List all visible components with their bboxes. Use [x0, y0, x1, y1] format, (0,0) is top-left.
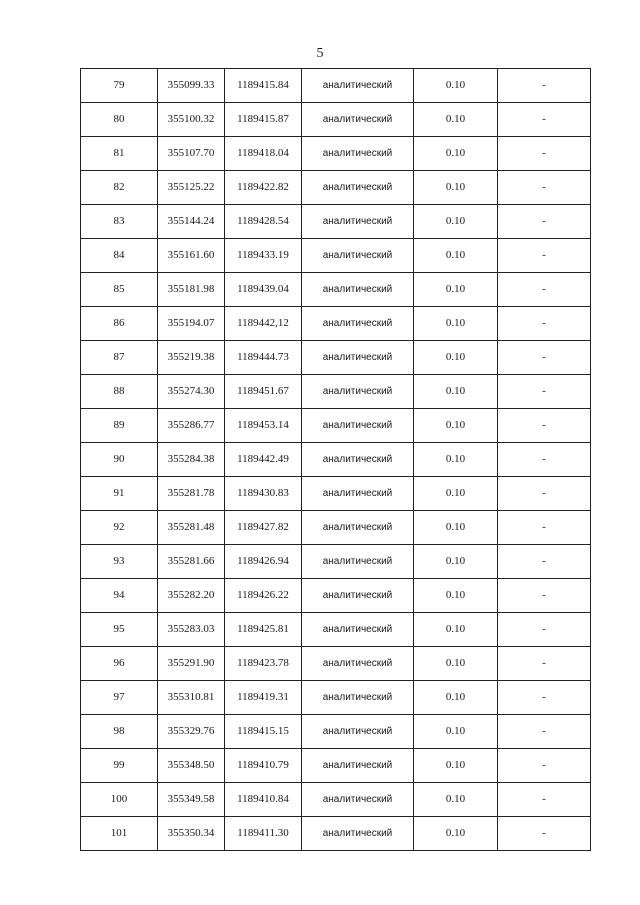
table-row — [81, 647, 591, 681]
point-number-cell: 88 — [81, 375, 158, 409]
y-coordinate-cell: 1189415.87 — [225, 103, 302, 137]
accuracy-cell: 0.10 — [414, 579, 498, 613]
x-coordinate-cell: 355286.77 — [158, 409, 225, 443]
x-coordinate-cell: 355181.98 — [158, 273, 225, 307]
y-coordinate-cell: 1189422.82 — [225, 171, 302, 205]
point-number-cell: 89 — [81, 409, 158, 443]
y-coordinate-cell: 1189444.73 — [225, 341, 302, 375]
method-cell: аналитический — [302, 205, 414, 239]
method-cell: аналитический — [302, 749, 414, 783]
accuracy-cell: 0.10 — [414, 137, 498, 171]
method-cell: аналитический — [302, 477, 414, 511]
table-row — [81, 511, 591, 545]
table-row — [81, 307, 591, 341]
note-cell: - — [498, 817, 591, 851]
point-number-cell: 82 — [81, 171, 158, 205]
table-row — [81, 171, 591, 205]
table-row — [81, 239, 591, 273]
x-coordinate-cell: 355284.38 — [158, 443, 225, 477]
table-row — [81, 749, 591, 783]
note-cell: - — [498, 749, 591, 783]
note-cell: - — [498, 443, 591, 477]
note-cell: - — [498, 783, 591, 817]
table-row — [81, 341, 591, 375]
accuracy-cell: 0.10 — [414, 205, 498, 239]
method-cell: аналитический — [302, 137, 414, 171]
x-coordinate-cell: 355194.07 — [158, 307, 225, 341]
x-coordinate-cell: 355100.32 — [158, 103, 225, 137]
table-row — [81, 681, 591, 715]
y-coordinate-cell: 1189428.54 — [225, 205, 302, 239]
method-cell: аналитический — [302, 545, 414, 579]
accuracy-cell: 0.10 — [414, 443, 498, 477]
method-cell: аналитический — [302, 341, 414, 375]
y-coordinate-cell: 1189442.49 — [225, 443, 302, 477]
point-number-cell: 92 — [81, 511, 158, 545]
y-coordinate-cell: 1189453.14 — [225, 409, 302, 443]
table-row — [81, 69, 591, 103]
x-coordinate-cell: 355281.66 — [158, 545, 225, 579]
note-cell: - — [498, 69, 591, 103]
x-coordinate-cell: 355310.81 — [158, 681, 225, 715]
accuracy-cell: 0.10 — [414, 681, 498, 715]
method-cell: аналитический — [302, 681, 414, 715]
table-row — [81, 103, 591, 137]
y-coordinate-cell: 1189433.19 — [225, 239, 302, 273]
table-row — [81, 273, 591, 307]
y-coordinate-cell: 1189430.83 — [225, 477, 302, 511]
x-coordinate-cell: 355350.34 — [158, 817, 225, 851]
point-number-cell: 91 — [81, 477, 158, 511]
y-coordinate-cell: 1189418.04 — [225, 137, 302, 171]
accuracy-cell: 0.10 — [414, 545, 498, 579]
coordinates-table-body — [81, 69, 591, 851]
accuracy-cell: 0.10 — [414, 477, 498, 511]
y-coordinate-cell: 1189410.84 — [225, 783, 302, 817]
method-cell: аналитический — [302, 511, 414, 545]
method-cell: аналитический — [302, 647, 414, 681]
point-number-cell: 95 — [81, 613, 158, 647]
y-coordinate-cell: 1189427.82 — [225, 511, 302, 545]
accuracy-cell: 0.10 — [414, 103, 498, 137]
point-number-cell: 94 — [81, 579, 158, 613]
x-coordinate-cell: 355281.48 — [158, 511, 225, 545]
note-cell: - — [498, 477, 591, 511]
point-number-cell: 93 — [81, 545, 158, 579]
x-coordinate-cell: 355283.03 — [158, 613, 225, 647]
accuracy-cell: 0.10 — [414, 715, 498, 749]
method-cell: аналитический — [302, 239, 414, 273]
note-cell: - — [498, 341, 591, 375]
table-row — [81, 613, 591, 647]
table-row — [81, 715, 591, 749]
accuracy-cell: 0.10 — [414, 817, 498, 851]
y-coordinate-cell: 1189423.78 — [225, 647, 302, 681]
accuracy-cell: 0.10 — [414, 341, 498, 375]
method-cell: аналитический — [302, 69, 414, 103]
method-cell: аналитический — [302, 375, 414, 409]
accuracy-cell: 0.10 — [414, 375, 498, 409]
note-cell: - — [498, 103, 591, 137]
x-coordinate-cell: 355107.70 — [158, 137, 225, 171]
note-cell: - — [498, 511, 591, 545]
y-coordinate-cell: 1189410.79 — [225, 749, 302, 783]
y-coordinate-cell: 1189411.30 — [225, 817, 302, 851]
table-row — [81, 409, 591, 443]
table-row — [81, 443, 591, 477]
method-cell: аналитический — [302, 817, 414, 851]
table-row — [81, 579, 591, 613]
note-cell: - — [498, 409, 591, 443]
point-number-cell: 97 — [81, 681, 158, 715]
x-coordinate-cell: 355125.22 — [158, 171, 225, 205]
accuracy-cell: 0.10 — [414, 171, 498, 205]
point-number-cell: 101 — [81, 817, 158, 851]
y-coordinate-cell: 1189426.94 — [225, 545, 302, 579]
point-number-cell: 98 — [81, 715, 158, 749]
method-cell: аналитический — [302, 273, 414, 307]
note-cell: - — [498, 681, 591, 715]
accuracy-cell: 0.10 — [414, 307, 498, 341]
point-number-cell: 99 — [81, 749, 158, 783]
point-number-cell: 90 — [81, 443, 158, 477]
note-cell: - — [498, 715, 591, 749]
point-number-cell: 96 — [81, 647, 158, 681]
accuracy-cell: 0.10 — [414, 783, 498, 817]
table-row — [81, 783, 591, 817]
x-coordinate-cell: 355282.20 — [158, 579, 225, 613]
note-cell: - — [498, 579, 591, 613]
note-cell: - — [498, 273, 591, 307]
accuracy-cell: 0.10 — [414, 613, 498, 647]
y-coordinate-cell: 1189425.81 — [225, 613, 302, 647]
accuracy-cell: 0.10 — [414, 273, 498, 307]
point-number-cell: 85 — [81, 273, 158, 307]
method-cell: аналитический — [302, 443, 414, 477]
x-coordinate-cell: 355281.78 — [158, 477, 225, 511]
note-cell: - — [498, 613, 591, 647]
point-number-cell: 80 — [81, 103, 158, 137]
method-cell: аналитический — [302, 409, 414, 443]
method-cell: аналитический — [302, 715, 414, 749]
y-coordinate-cell: 1189451.67 — [225, 375, 302, 409]
x-coordinate-cell: 355274.30 — [158, 375, 225, 409]
note-cell: - — [498, 239, 591, 273]
point-number-cell: 84 — [81, 239, 158, 273]
y-coordinate-cell: 1189419.31 — [225, 681, 302, 715]
x-coordinate-cell: 355329.76 — [158, 715, 225, 749]
note-cell: - — [498, 545, 591, 579]
y-coordinate-cell: 1189442,12 — [225, 307, 302, 341]
x-coordinate-cell: 355348.50 — [158, 749, 225, 783]
point-number-cell: 100 — [81, 783, 158, 817]
point-number-cell: 87 — [81, 341, 158, 375]
x-coordinate-cell: 355144.24 — [158, 205, 225, 239]
y-coordinate-cell: 1189415.15 — [225, 715, 302, 749]
y-coordinate-cell: 1189415.84 — [225, 69, 302, 103]
method-cell: аналитический — [302, 579, 414, 613]
table-row — [81, 137, 591, 171]
accuracy-cell: 0.10 — [414, 239, 498, 273]
table-row — [81, 545, 591, 579]
page-number: 5 — [316, 46, 324, 61]
note-cell: - — [498, 375, 591, 409]
x-coordinate-cell: 355219.38 — [158, 341, 225, 375]
x-coordinate-cell: 355161.60 — [158, 239, 225, 273]
note-cell: - — [498, 647, 591, 681]
method-cell: аналитический — [302, 171, 414, 205]
note-cell: - — [498, 171, 591, 205]
x-coordinate-cell: 355291.90 — [158, 647, 225, 681]
method-cell: аналитический — [302, 613, 414, 647]
y-coordinate-cell: 1189439.04 — [225, 273, 302, 307]
table-row — [81, 817, 591, 851]
x-coordinate-cell: 355349.58 — [158, 783, 225, 817]
x-coordinate-cell: 355099.33 — [158, 69, 225, 103]
point-number-cell: 86 — [81, 307, 158, 341]
accuracy-cell: 0.10 — [414, 749, 498, 783]
coordinates-table — [80, 68, 591, 851]
method-cell: аналитический — [302, 783, 414, 817]
note-cell: - — [498, 307, 591, 341]
method-cell: аналитический — [302, 103, 414, 137]
note-cell: - — [498, 205, 591, 239]
point-number-cell: 79 — [81, 69, 158, 103]
table-row — [81, 205, 591, 239]
accuracy-cell: 0.10 — [414, 647, 498, 681]
method-cell: аналитический — [302, 307, 414, 341]
table-row — [81, 375, 591, 409]
point-number-cell: 81 — [81, 137, 158, 171]
accuracy-cell: 0.10 — [414, 511, 498, 545]
y-coordinate-cell: 1189426.22 — [225, 579, 302, 613]
point-number-cell: 83 — [81, 205, 158, 239]
accuracy-cell: 0.10 — [414, 409, 498, 443]
note-cell: - — [498, 137, 591, 171]
accuracy-cell: 0.10 — [414, 69, 498, 103]
table-row — [81, 477, 591, 511]
